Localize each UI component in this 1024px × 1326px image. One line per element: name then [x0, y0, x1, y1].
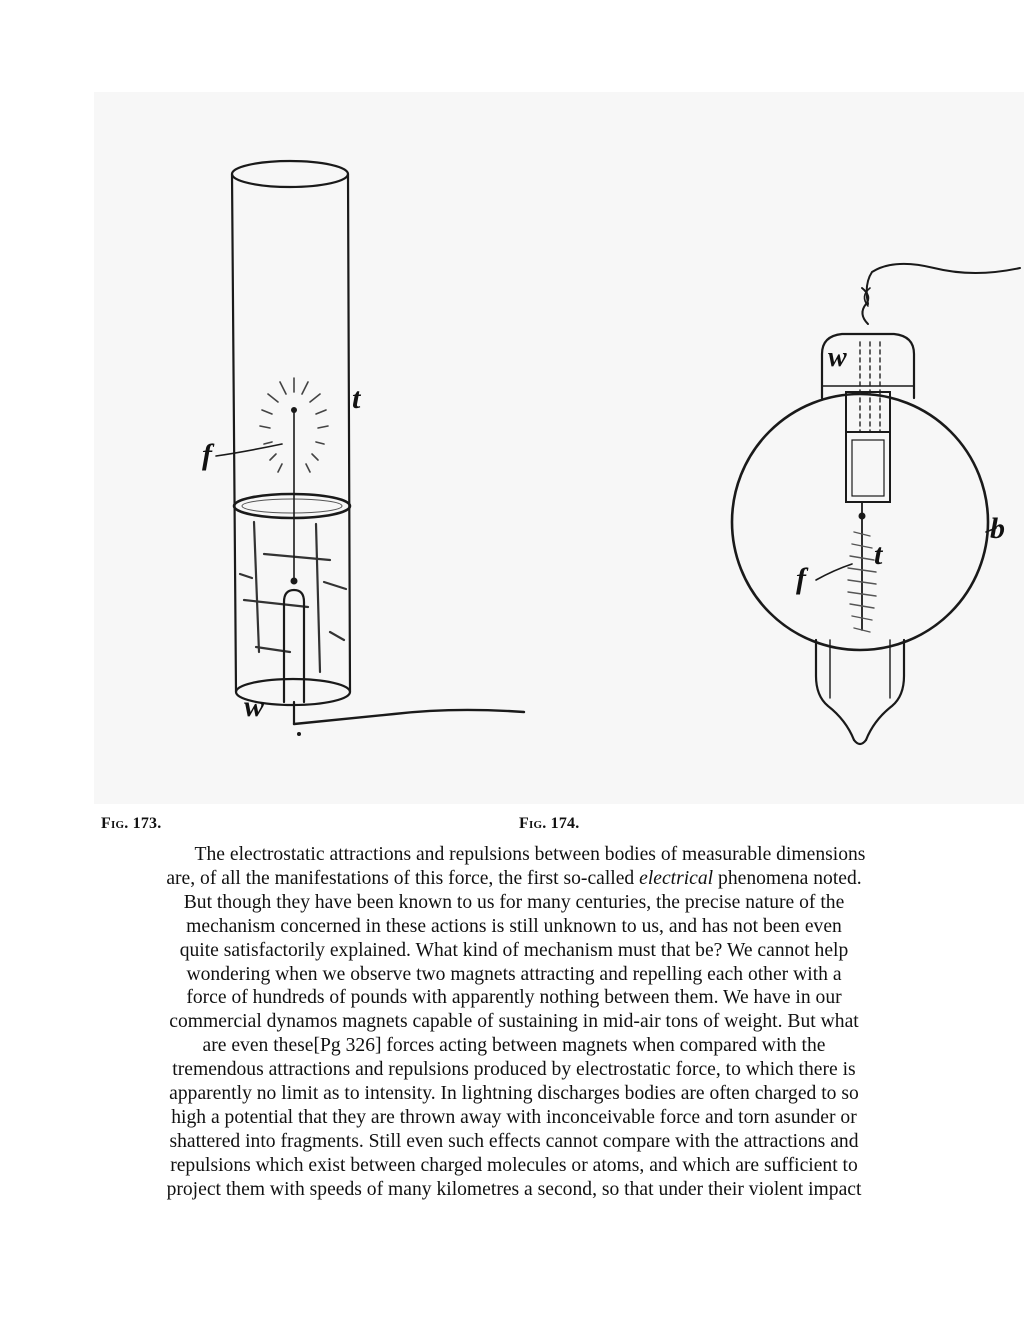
fig173-caption-number: 173.: [132, 815, 162, 832]
text-line: wondering when we observe two magnets attracting and repelling each other with a: [186, 963, 842, 985]
figure-illustrations: [94, 92, 1024, 804]
text-segment: are, of all the manifestations of this force, the first so-called: [166, 867, 640, 889]
fig174-caption-prefix: Fig.: [519, 815, 547, 832]
body-paragraph: [96, 843, 932, 1202]
fig174-label-b: b: [990, 512, 1005, 545]
fig173-caption-prefix: Fig.: [101, 815, 129, 832]
text-segment: phenomena noted.: [713, 867, 862, 889]
text-line: tremendous attractions and repulsions produced by electrostatic force, to which there is: [172, 1059, 856, 1081]
figure-plate: [94, 92, 1024, 804]
text-line: project them with speeds of many kilometres a second, so that under their violent impact: [166, 1178, 862, 1200]
emphasized-word: electrical: [639, 867, 714, 889]
fig173-caption: [101, 815, 161, 833]
text-line: shattered into fragments. Still even such effects cannot compare with the attractions and: [169, 1130, 859, 1152]
text-line: But though they have been known to us for many centuries, the precise nature of the: [183, 891, 845, 913]
text-line: repulsions which exist between charged molecules or atoms, and which are sufficient to: [170, 1154, 858, 1176]
fig174-label-w: w: [828, 342, 847, 373]
text-line: apparently no limit as to intensity. In lightning discharges bodies are often charged to so: [169, 1083, 859, 1105]
fig173-label-f: f: [202, 438, 212, 471]
text-line: high a potential that they are thrown away with inconceivable force and torn asunder or: [171, 1106, 857, 1128]
text-line: quite satisfactorily explained. What kind of mechanism must that be? We cannot help: [179, 939, 849, 961]
text-line: mechanism concerned in these actions is still unknown to us, and has not been even: [186, 915, 842, 937]
fig173-tube-drawing: [216, 161, 524, 736]
fig174-label-f: f: [796, 562, 806, 595]
text-line: force of hundreds of pounds with apparently nothing between them. We have in our: [186, 987, 842, 1009]
text-line: are even these[Pg 326] forces acting between magnets when compared with the: [202, 1035, 826, 1057]
fig174-label-t: t: [874, 538, 883, 571]
fig174-caption-number: 174.: [550, 815, 580, 832]
fig173-label-w: w: [244, 690, 265, 723]
text-line: [96, 867, 932, 891]
fig173-label-t: t: [352, 382, 361, 415]
text-line: The electrostatic attractions and repulsions between bodies of measurable dimensions: [194, 844, 866, 865]
fig174-caption: [519, 815, 579, 833]
fig174-bulb-drawing: [732, 264, 1020, 744]
text-line: commercial dynamos magnets capable of sustaining in mid-air tons of weight. But what: [169, 1011, 859, 1033]
